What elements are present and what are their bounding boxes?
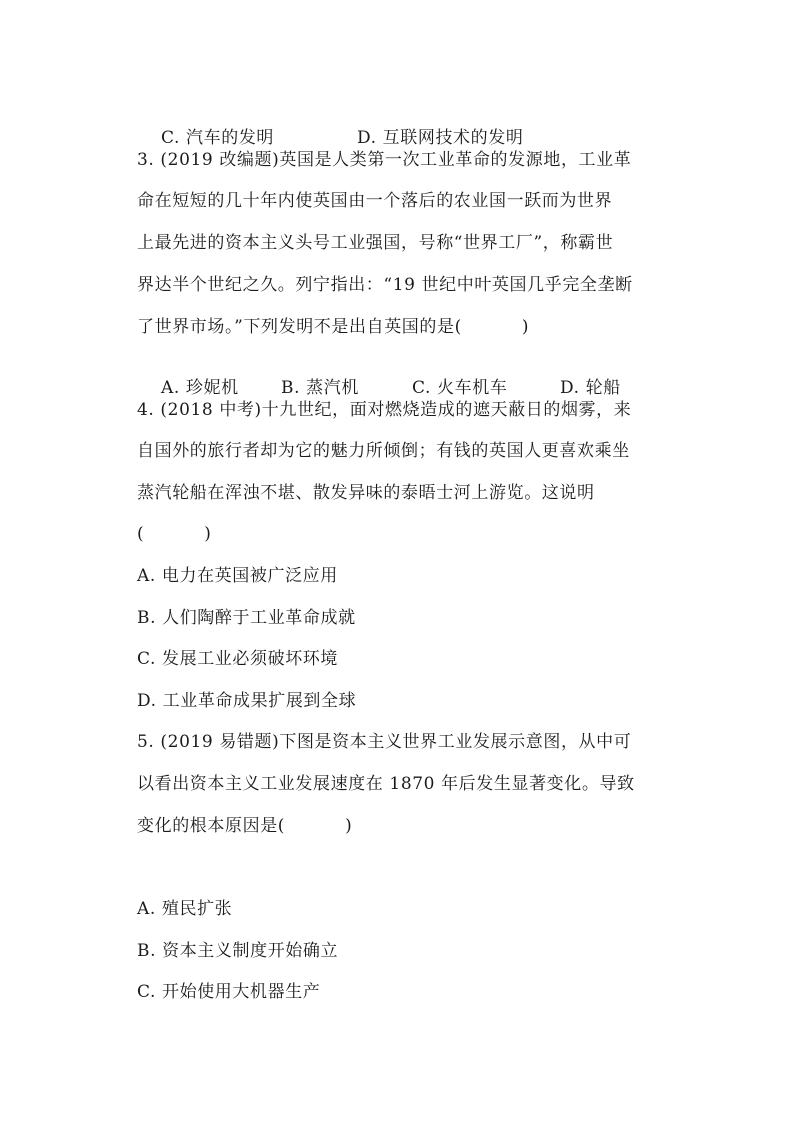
q4-option-c: C. 发展工业必须破坏环境 [137, 649, 339, 669]
q5-option-a: A. 殖民扩张 [137, 899, 233, 919]
q5-option-c: C. 开始使用大机器生产 [137, 982, 321, 1002]
q3-option-c: C. 火车机车 [412, 378, 508, 398]
q5-stem-line-3: 变化的根本原因是( ) [137, 816, 353, 836]
q3-option-d: D. 轮船 [560, 378, 621, 398]
q3-stem-line-4: 界达半个世纪之久。列宁指出：“19 世纪中叶英国几乎完全垄断 [137, 275, 633, 295]
q5-stem-line-1: 5. (2019 易错题)下图是资本主义世界工业发展示意图，从中可 [137, 732, 632, 752]
q2-option-d: D. 互联网技术的发明 [357, 128, 524, 148]
q4-option-a: A. 电力在英国被广泛应用 [137, 566, 338, 586]
q3-option-b: B. 蒸汽机 [281, 378, 359, 398]
q3-stem-line-3: 上最先进的资本主义头号工业强国，号称“世界工厂”，称霸世 [137, 233, 614, 253]
q4-stem-line-4: ( ) [137, 524, 212, 544]
q4-stem-line-3: 蒸汽轮船在浑浊不堪、散发异味的泰晤士河上游览。这说明 [137, 483, 595, 503]
q3-stem-line-1: 3. (2019 改编题)英国是人类第一次工业革命的发源地，工业革 [137, 150, 632, 170]
q5-stem-line-2: 以看出资本主义工业发展速度在 1870 年后发生显著变化。导致 [137, 774, 635, 794]
q4-stem-line-2: 自国外的旅行者却为它的魅力所倾倒；有钱的英国人更喜欢乘坐 [137, 441, 630, 461]
q2-option-c: C. 汽车的发明 [161, 128, 275, 148]
q5-option-b: B. 资本主义制度开始确立 [137, 941, 339, 961]
q3-stem-line-2: 命在短短的几十年内使英国由一个落后的农业国一跃而为世界 [137, 191, 613, 211]
q4-option-d: D. 工业革命成果扩展到全球 [137, 691, 357, 711]
q4-option-b: B. 人们陶醉于工业革命成就 [137, 608, 356, 628]
q3-stem-line-5: 了世界市场。”下列发明不是出自英国的是( ) [137, 317, 530, 337]
q4-stem-line-1: 4. (2018 中考)十九世纪，面对燃烧造成的遮天蔽日的烟雾，来 [137, 400, 632, 420]
q3-option-a: A. 珍妮机 [161, 378, 239, 398]
